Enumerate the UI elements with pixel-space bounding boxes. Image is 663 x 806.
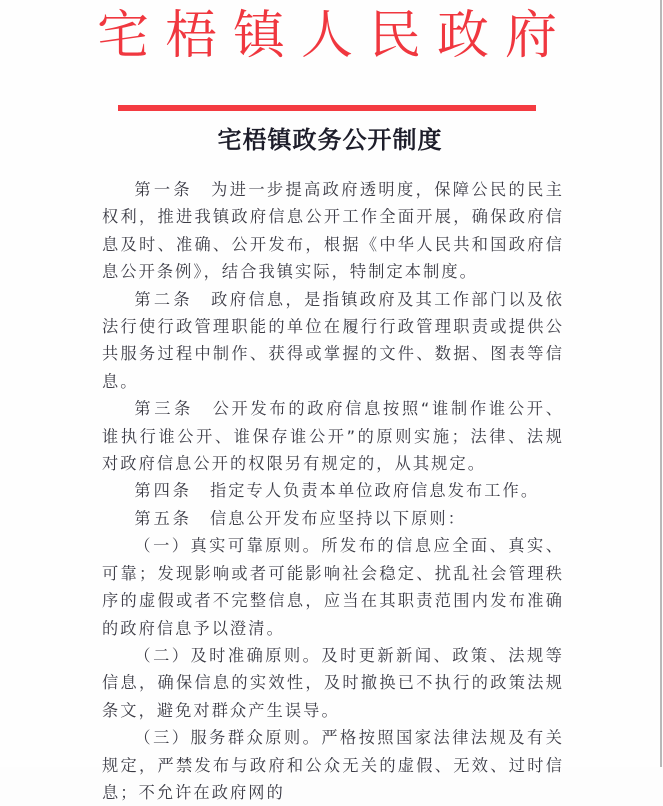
article-1	[102, 176, 564, 286]
article-number: 第二条	[134, 289, 193, 309]
red-divider	[118, 105, 536, 111]
article-text: 信息公开发布应坚持以下原则：	[209, 508, 466, 528]
principle-1	[102, 532, 564, 642]
masthead-title: 宅梧镇人民政府	[96, 6, 573, 66]
article-text: 指定专人负责本单位政府信息发布工作。	[209, 481, 540, 501]
article-text: 政府信息，是指镇政府及其工作部门以及依法行使行政管理职能的单位在履行行政管理职责或提供公共服务过程中制作、获得或掌握的文件、数据、图表等信息。	[102, 289, 565, 391]
article-text: 公开发布的政府信息按照“谁制作谁公开、谁执行谁公开、谁保存谁公开”的原则实施；法律、法规对政府信息公开的权限另有规定的，从其规定。	[102, 399, 564, 474]
article-number: 第四条	[134, 481, 192, 501]
article-number: 第五条	[134, 508, 192, 528]
article-3	[102, 395, 564, 477]
document-title: 宅梧镇政务公开制度	[217, 125, 443, 154]
principle-text: （一）真实可靠原则。所发布的信息应全面、真实、可靠；发现影响或者可能影响社会稳定、扰乱社会管理秩序的虚假或者不完整信息，应当在其职责范围内发布准确的政府信息予以澄清。	[102, 536, 564, 638]
article-number: 第一条	[134, 180, 193, 199]
document-body	[102, 176, 564, 806]
principle-text: （三）服务群众原则。严格按照国家法律法规及有关规定，严禁发布与政府和公众无关的虚假、无效、过时信息；不允许在政府网的	[102, 728, 564, 802]
principle-3	[102, 724, 564, 806]
article-2	[102, 286, 564, 396]
article-4	[102, 477, 564, 504]
article-number: 第三条	[134, 399, 194, 419]
article-text: 为进一步提高政府透明度，保障公民的民主权利，推进我镇政府信息公开工作全面开展，确保政府信息及时、准确、公开发布，根据《中华人民共和国政府信息公开条例》，结合我镇实际，特制定本制度。	[102, 180, 565, 282]
principle-text: （二）及时准确原则。及时更新新闻、政策、法规等信息，确保信息的实效性，及时撤换已不执行的政策法规条文，避免对群众产生误导。	[102, 645, 564, 720]
article-5	[102, 505, 564, 532]
principle-2	[102, 642, 564, 724]
